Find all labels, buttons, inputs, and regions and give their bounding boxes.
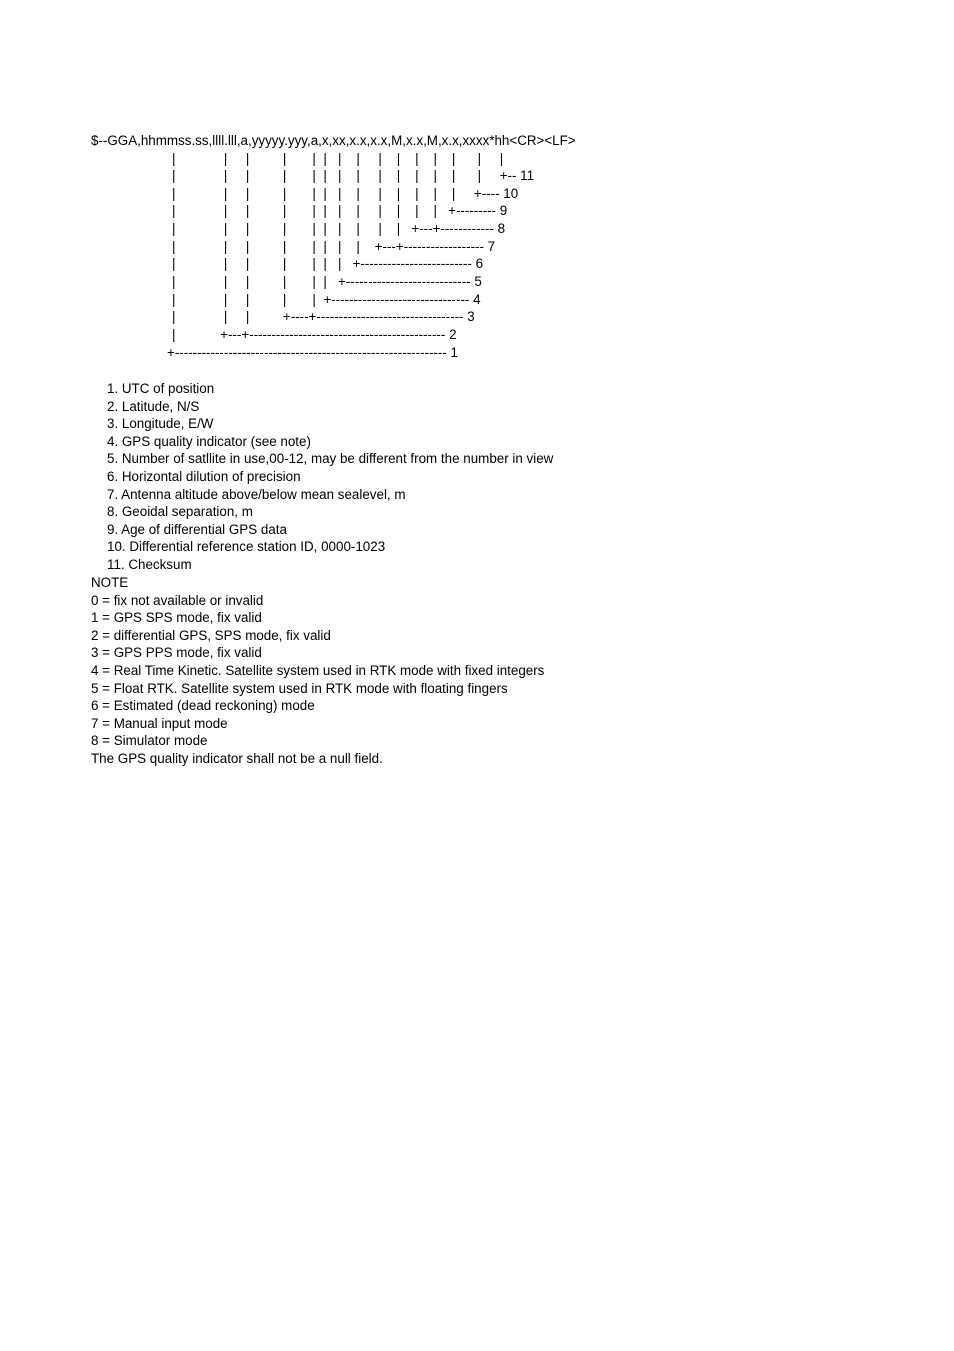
diagram-row: | | | | | | | | | | | | | | | — [172, 151, 504, 166]
note-line: 8 = Simulator mode — [91, 733, 208, 749]
diagram-row: | | | | | | | | +---+------------------ 7 — [172, 239, 496, 254]
legend-item: 3. Longitude, E/W — [107, 416, 214, 432]
legend-item: 9. Age of differential GPS data — [107, 521, 287, 537]
note-heading: NOTE — [91, 575, 129, 590]
legend-item: 8. Geoidal separation, m — [107, 504, 253, 520]
note-footer: The GPS quality indicator shall not be a null field. — [91, 750, 383, 766]
note-line: 5 = Float RTK. Satellite system used in RTK mode with floating fingers — [91, 680, 508, 696]
legend-item: 1. UTC of position — [107, 381, 215, 396]
diagram-row: | | | | | +------------------------------- 4 — [172, 292, 481, 307]
diagram-row: | | | | | | | | | | | | +--------- 9 — [172, 203, 508, 218]
diagram-row: | | | +----+--------------------------------- 3 — [172, 309, 475, 324]
note-line: 3 = GPS PPS mode, fix valid — [91, 645, 262, 661]
note-line: 4 = Real Time Kinetic. Satellite system used in RTK mode with fixed integers — [91, 662, 545, 678]
diagram-row: | | | | | | | | | | | | | | +-- 11 — [172, 168, 535, 183]
legend-item: 7. Antenna altitude above/below mean sealevel, m — [107, 486, 406, 502]
note-line: 2 = differential GPS, SPS mode, fix valid — [91, 627, 331, 643]
diagram-row: +------------------------------------------------------------- 1 — [167, 345, 458, 360]
legend-item: 6. Horizontal dilution of precision — [107, 468, 301, 484]
legend-item: 5. Number of satllite in use,00-12, may be different from the number in view — [107, 451, 554, 467]
field-legend-list — [107, 380, 553, 574]
diagram-row: | | | | | | +---------------------------- 5 — [172, 274, 482, 289]
quality-note — [91, 574, 544, 768]
legend-item: 10. Differential reference station ID, 0000-1023 — [107, 539, 386, 555]
diagram-row: | | | | | | | | | | +---+------------ 8 — [172, 221, 506, 236]
legend-item: 2. Latitude, N/S — [107, 398, 200, 414]
legend-item: 4. GPS quality indicator (see note) — [107, 433, 311, 449]
diagram-row: | | | | | | | +------------------------- 6 — [172, 256, 484, 271]
diagram-row: | | | | | | | | | | | | | +---- 10 — [172, 186, 519, 201]
note-line: 0 = fix not available or invalid — [91, 592, 264, 608]
note-line: 1 = GPS SPS mode, fix valid — [91, 610, 262, 626]
legend-item: 11. Checksum — [107, 556, 192, 572]
note-line: 6 = Estimated (dead reckoning) mode — [91, 698, 315, 714]
diagram-row: | +---+-------------------------------------------- 2 — [172, 327, 457, 342]
note-line: 7 = Manual input mode — [91, 715, 228, 731]
gga-sentence-format: $--GGA,hhmmss.ss,llll.lll,a,yyyyy.yyy,a,x,xx,x.x,x.x,M,x.x,M,x.x,xxxx*hh<CR><LF> — [91, 133, 576, 148]
